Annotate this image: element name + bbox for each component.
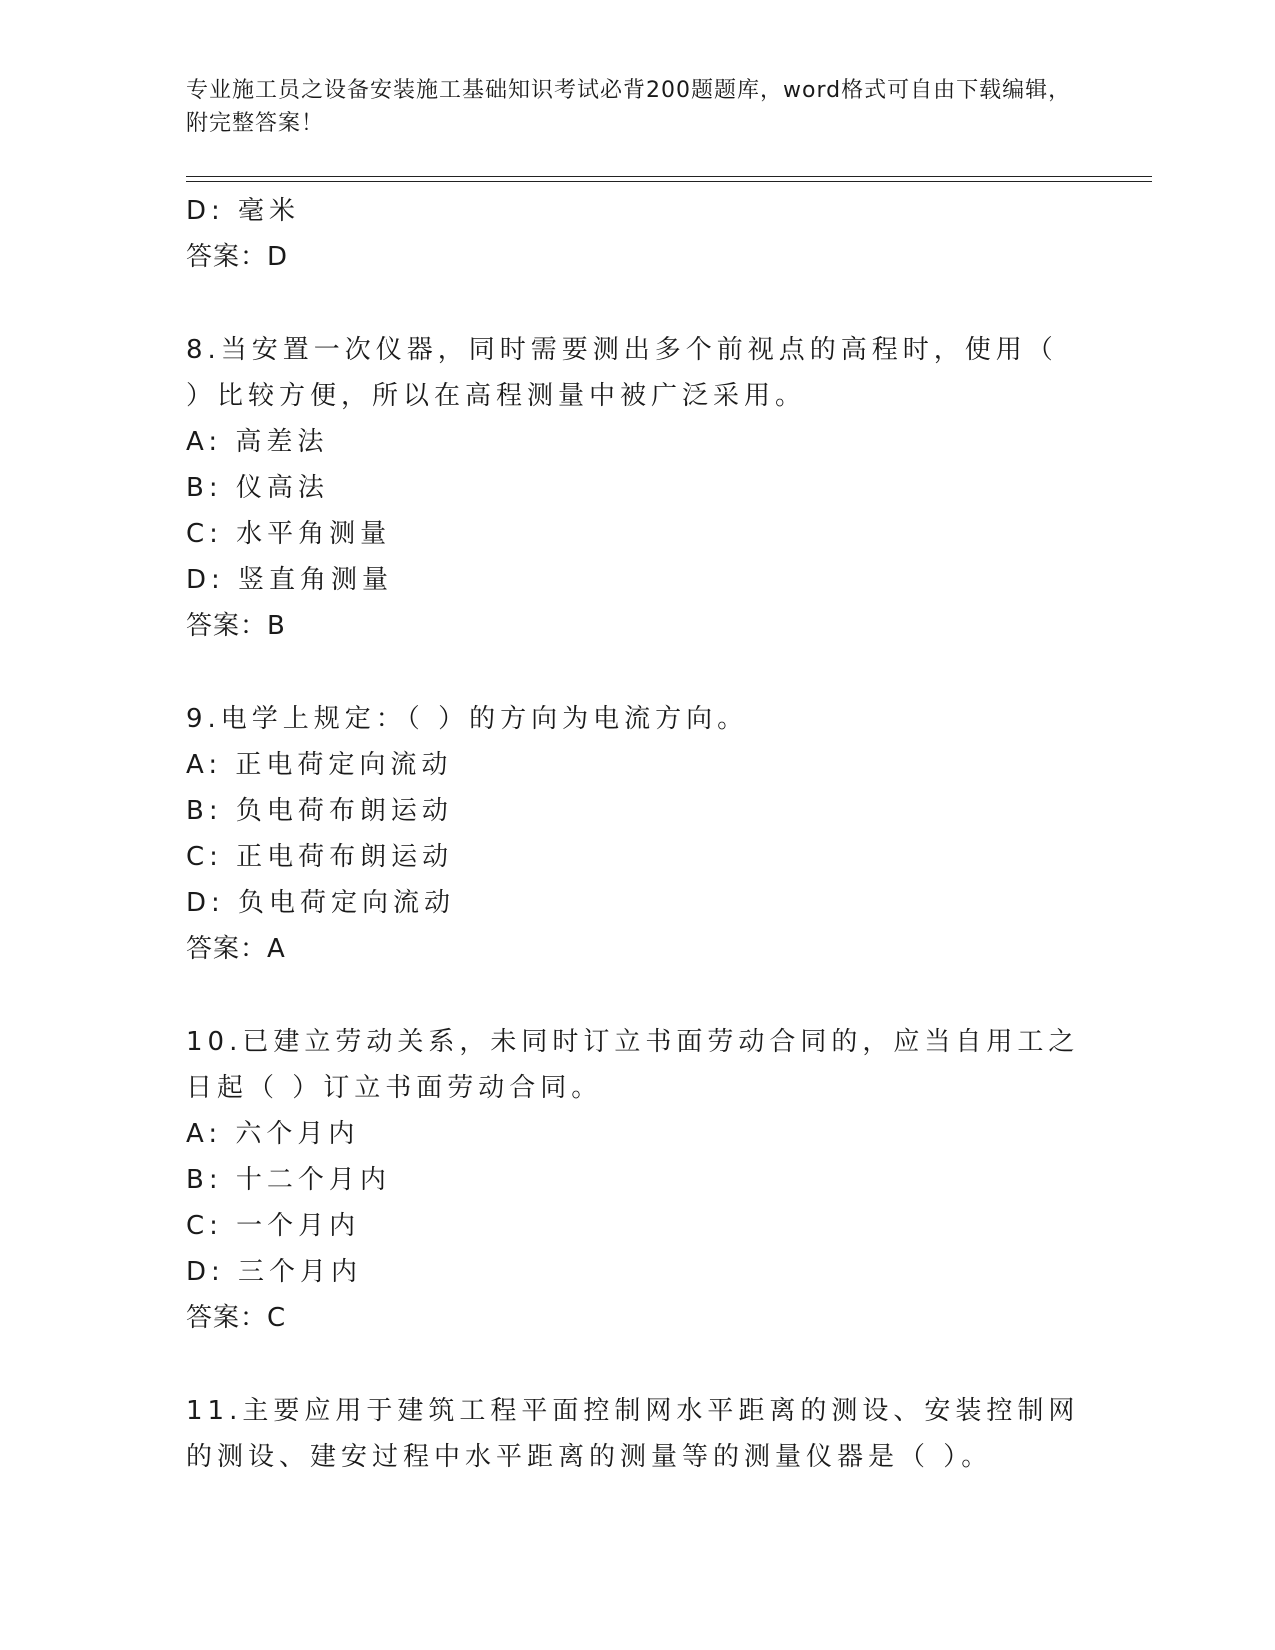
option-c: C: 水平角测量 — [186, 519, 392, 549]
option-b: B: 仪高法 — [186, 473, 329, 503]
option-d: D: 毫米 — [186, 196, 301, 226]
option-a: A: 高差法 — [186, 427, 329, 457]
document-header: 专业施工员之设备安装施工基础知识考试必背200题题库，word格式可自由下载编辑，附完整答案！ — [186, 78, 1072, 136]
question-11 — [186, 1388, 1086, 1480]
document-body — [186, 188, 1086, 1480]
option-d: D: 竖直角测量 — [186, 565, 394, 595]
answer: 答案：D — [186, 242, 289, 272]
question-text: 10.已建立劳动关系，未同时订立书面劳动合同的，应当自用工之日起（ ）订立书面劳动合同。 — [186, 1027, 1080, 1103]
option-a: A: 正电荷定向流动 — [186, 750, 453, 780]
answer: 答案：B — [186, 611, 286, 641]
question-text: 9.电学上规定：（ ）的方向为电流方向。 — [186, 704, 749, 734]
option-b: B: 负电荷布朗运动 — [186, 796, 453, 826]
answer: 答案：C — [186, 1303, 287, 1333]
question-text: 8.当安置一次仪器，同时需要测出多个前视点的高程时，使用（ ）比较方便，所以在高程测量中被广泛采用。 — [186, 335, 1058, 411]
question-8 — [186, 327, 1086, 649]
option-c: C: 一个月内 — [186, 1211, 361, 1241]
option-b: B: 十二个月内 — [186, 1165, 391, 1195]
question-7-tail — [186, 188, 1086, 280]
answer: 答案：A — [186, 934, 286, 964]
question-text: 11.主要应用于建筑工程平面控制网水平距离的测设、安装控制网的测设、建安过程中水平距离的测量等的测量仪器是（ ）。 — [186, 1396, 1080, 1472]
header-rule-double — [186, 181, 1152, 182]
question-10 — [186, 1019, 1086, 1341]
option-d: D: 三个月内 — [186, 1257, 363, 1287]
header-rule — [186, 176, 1152, 177]
option-a: A: 六个月内 — [186, 1119, 360, 1149]
option-d: D: 负电荷定向流动 — [186, 888, 456, 918]
option-c: C: 正电荷布朗运动 — [186, 842, 454, 872]
question-9 — [186, 696, 1086, 972]
